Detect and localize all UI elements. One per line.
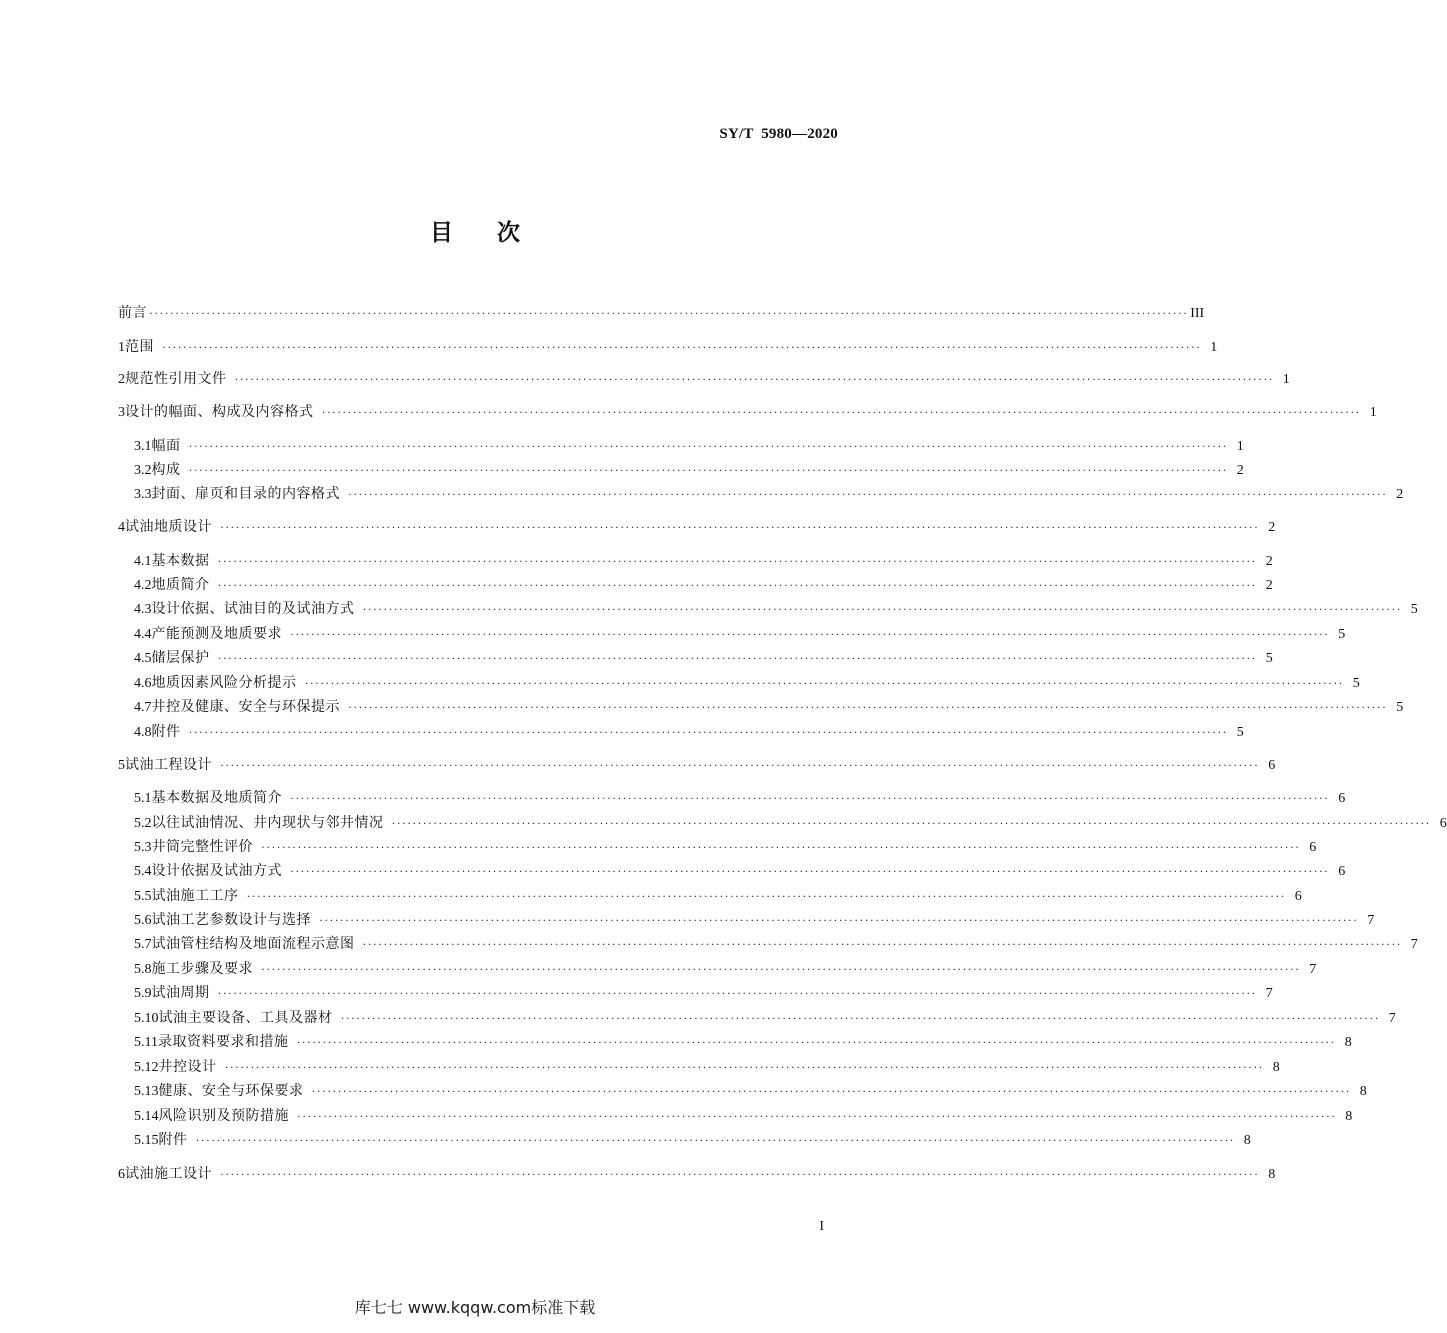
toc-entry[interactable] (118, 959, 1317, 979)
toc-entry-label: 试油施工设计 (125, 1166, 212, 1182)
toc-entry-page: 5 (1338, 627, 1346, 642)
toc-dot-leader: ········································································································································································································ (304, 676, 1344, 690)
toc-entry[interactable] (118, 1164, 1276, 1184)
toc-entry-page: 1 (1236, 439, 1244, 454)
toc-entry[interactable] (118, 861, 1346, 881)
toc-entry[interactable] (118, 648, 1273, 668)
toc-entry[interactable] (118, 484, 1404, 504)
toc-entry-page: 1 (1210, 340, 1218, 355)
toc-entry[interactable] (118, 436, 1244, 456)
watermark-text: 库七七 www.kqqw.com标准下载 (354, 1298, 596, 1317)
toc-entry-page: 6 (1439, 816, 1447, 831)
toc-entry-label: 范围 (125, 339, 154, 355)
toc-entry[interactable] (118, 910, 1375, 930)
toc-entry-page: 6 (1294, 889, 1302, 904)
toc-entry-page: 6 (1338, 864, 1346, 879)
toc-entry-number: 1 (118, 340, 125, 355)
toc-entry[interactable] (118, 1130, 1251, 1150)
toc-entry[interactable] (118, 1081, 1367, 1101)
toc-dot-leader: ········································································································································································································ (188, 725, 1228, 739)
standard-number: SY/T 5980—2020 (719, 126, 838, 142)
toc-entry-number: 5.12 (134, 1060, 159, 1075)
toc-entry-page: 7 (1367, 913, 1375, 928)
toc-entry-number: 5.5 (134, 889, 152, 904)
toc-dot-leader: ········································································································································································································ (234, 372, 1274, 386)
toc-entry-page: 7 (1309, 962, 1317, 977)
toc-dot-leader: ········································································································································································································ (319, 913, 1359, 927)
toc-entry-label: 基本数据及地质简介 (151, 790, 282, 806)
toc-entry-number: 5.15 (134, 1133, 159, 1148)
toc-entry-label: 附件 (158, 1132, 188, 1148)
toc-dot-leader: ········································································································································································································ (217, 986, 1257, 1000)
toc-entry[interactable] (118, 697, 1404, 717)
toc-entry-number: 4.7 (134, 700, 152, 715)
toc-entry-page: 1 (1282, 372, 1290, 387)
toc-entry[interactable] (118, 673, 1360, 693)
toc-entry-label: 风险识别及预防措施 (158, 1108, 289, 1124)
toc-entry-number: 5.3 (134, 840, 152, 855)
toc-dot-leader: ········································································································································································································ (261, 962, 1301, 976)
toc-entry-label: 录取资料要求和措施 (157, 1034, 289, 1050)
toc-entry[interactable] (118, 983, 1273, 1003)
toc-entry[interactable] (118, 460, 1244, 480)
toc-entry-page: 8 (1345, 1109, 1353, 1124)
toc-entry-number: 5.8 (134, 962, 152, 977)
page-title: 目次 (430, 220, 564, 246)
toc-entry-number: 3.1 (134, 439, 152, 454)
toc-entry-label: 设计依据、试油目的及试油方式 (151, 601, 355, 617)
toc-entry-page: 2 (1236, 463, 1244, 478)
toc-entry-number: 3.2 (134, 463, 152, 478)
toc-entry[interactable] (118, 755, 1276, 775)
toc-entry-label: 地质因素风险分析提示 (151, 675, 297, 691)
toc-entry-page: 2 (1265, 578, 1273, 593)
toc-dot-leader: ········································································································································································································ (195, 1133, 1235, 1147)
toc-entry-number: 5.1 (134, 791, 152, 806)
toc-entry-label: 试油工艺参数设计与选择 (151, 912, 311, 928)
toc-entry[interactable] (118, 599, 1418, 619)
toc-entry-number: 4.4 (134, 627, 152, 642)
toc-entry-page: 2 (1265, 554, 1273, 569)
toc-entry-number: 5.10 (134, 1011, 159, 1026)
toc-entry-label: 规范性引用文件 (125, 371, 227, 387)
page-number: I (819, 1219, 824, 1234)
toc-entry-page: 7 (1265, 986, 1273, 1001)
toc-entry[interactable] (118, 1106, 1353, 1126)
toc-dot-leader: ········································································································································································································ (296, 1035, 1336, 1049)
toc-dot-leader: ········································································································································································································ (217, 554, 1257, 568)
toc-entry-label: 试油施工工序 (151, 888, 239, 904)
toc-entry-label: 试油周期 (151, 985, 210, 1001)
toc-entry-label: 封面、扉页和目录的内容格式 (151, 486, 340, 502)
toc-entry-page: 8 (1243, 1133, 1251, 1148)
toc-entry[interactable] (118, 369, 1290, 389)
toc-entry-number: 4 (118, 520, 125, 535)
toc-entry-number: 5.2 (134, 816, 152, 831)
toc-dot-leader: ········································································································································································································ (217, 651, 1257, 665)
toc-dot-leader: ········································································································································································································ (188, 463, 1228, 477)
toc-entry-label: 井控设计 (158, 1059, 217, 1075)
toc-entry-label: 试油主要设备、工具及器材 (158, 1010, 333, 1026)
toc-entry-number: 5 (118, 758, 125, 773)
toc-entry[interactable] (118, 722, 1244, 742)
toc-entry-page: 6 (1268, 758, 1276, 773)
toc-entry-number: 5.11 (134, 1035, 158, 1050)
toc-entry-page: 7 (1410, 937, 1418, 952)
toc-dot-leader: ········································································································································································································ (340, 1011, 1380, 1025)
toc-entry-page: 6 (1338, 791, 1346, 806)
toc-entry-label: 设计的幅面、构成及内容格式 (125, 404, 314, 420)
toc-entry-number: 4.1 (134, 554, 152, 569)
toc-entry-page: 2 (1268, 520, 1276, 535)
toc-entry-page: 5 (1410, 602, 1418, 617)
toc-entry-label: 基本数据 (151, 553, 210, 569)
toc-dot-leader: ········································································································································································································ (321, 405, 1361, 419)
toc-dot-leader: ········································································································································································································ (362, 602, 1402, 616)
toc-dot-leader: ········································································································································································································ (348, 487, 1388, 501)
toc-entry-label: 施工步骤及要求 (151, 961, 253, 977)
toc-dot-leader: ········································································································································································································ (149, 306, 1189, 320)
toc-entry-page: 8 (1268, 1167, 1276, 1182)
toc-entry-number: 5.6 (134, 913, 152, 928)
toc-dot-leader: ········································································································································································································ (246, 889, 1286, 903)
toc-entry-label: 构成 (151, 462, 181, 478)
toc-dot-leader: ········································································································································································································ (162, 340, 1202, 354)
toc-entry-number: 2 (118, 372, 125, 387)
toc-entry[interactable] (118, 886, 1302, 906)
toc-entry-label: 井控及健康、安全与环保提示 (151, 699, 340, 715)
toc-entry-label: 试油工程设计 (125, 757, 212, 773)
toc-entry-number: 5.9 (134, 986, 152, 1001)
toc-entry-label: 前言 (118, 305, 147, 321)
toc-entry-label: 试油地质设计 (125, 519, 212, 535)
toc-entry[interactable] (118, 1008, 1396, 1028)
toc-entry[interactable] (118, 1057, 1280, 1077)
toc-dot-leader: ········································································································································································································ (224, 1060, 1264, 1074)
toc-entry-page: 5 (1396, 700, 1404, 715)
toc-entry[interactable] (118, 575, 1273, 595)
toc-entry-number: 5.4 (134, 864, 152, 879)
toc-entry-number: 3 (118, 405, 125, 420)
toc-dot-leader: ········································································································································································································ (290, 864, 1330, 878)
toc-entry[interactable] (118, 934, 1418, 954)
toc-entry-label: 设计依据及试油方式 (151, 863, 282, 879)
toc-entry-label: 产能预测及地质要求 (151, 626, 282, 642)
toc-entry-label: 储层保护 (151, 650, 210, 666)
toc-dot-leader: ········································································································································································································ (217, 578, 1257, 592)
toc-dot-leader: ········································································································································································································ (348, 700, 1388, 714)
toc-entry-page: 8 (1359, 1084, 1367, 1099)
toc-entry[interactable] (118, 813, 1447, 833)
toc-dot-leader: ········································································································································································································ (188, 439, 1228, 453)
toc-dot-leader: ········································································································································································································ (220, 520, 1260, 534)
toc-entry-number: 5.14 (134, 1109, 159, 1124)
toc-entry-label: 以往试油情况、井内现状与邻井情况 (151, 815, 384, 831)
toc-entry[interactable] (118, 303, 1205, 323)
toc-entry-number: 6 (118, 1167, 125, 1182)
toc-entry[interactable] (118, 337, 1218, 357)
toc-entry[interactable] (118, 517, 1276, 537)
toc-entry-page: 5 (1265, 651, 1273, 666)
toc-entry-number: 4.2 (134, 578, 152, 593)
toc-dot-leader: ········································································································································································································ (297, 1109, 1337, 1123)
toc-entry-number: 5.13 (134, 1084, 159, 1099)
toc-entry[interactable] (118, 788, 1346, 808)
toc-entry[interactable] (118, 551, 1273, 571)
toc-entry-number: 4.3 (134, 602, 152, 617)
toc-dot-leader: ········································································································································································································ (261, 840, 1301, 854)
toc-entry-number: 4.5 (134, 651, 152, 666)
toc-entry-label: 幅面 (151, 438, 181, 454)
toc-dot-leader: ········································································································································································································ (290, 627, 1330, 641)
toc-entry-page: 5 (1352, 676, 1360, 691)
toc-entry-page: 2 (1396, 487, 1404, 502)
toc-dot-leader: ········································································································································································································ (220, 1167, 1260, 1181)
toc-entry-page: 5 (1236, 725, 1244, 740)
toc-entry-page: 7 (1388, 1011, 1396, 1026)
toc-entry-page: 8 (1272, 1060, 1280, 1075)
toc-entry-page: 8 (1344, 1035, 1352, 1050)
toc-entry-number: 4.8 (134, 725, 152, 740)
toc-entry[interactable] (118, 837, 1317, 857)
toc-entry[interactable] (118, 1032, 1352, 1052)
toc-entry-page: 1 (1369, 405, 1377, 420)
toc-entry-page: III (1190, 306, 1205, 321)
toc-entry-number: 3.3 (134, 487, 152, 502)
toc-entry-label: 井筒完整性评价 (151, 839, 253, 855)
toc-dot-leader: ········································································································································································································ (220, 758, 1260, 772)
toc-entry[interactable] (118, 624, 1346, 644)
toc-entry-number: 5.7 (134, 937, 152, 952)
toc-entry-label: 地质简介 (151, 577, 210, 593)
toc-entry-number: 4.6 (134, 676, 152, 691)
toc-dot-leader: ········································································································································································································ (311, 1084, 1351, 1098)
toc-dot-leader: ········································································································································································································ (362, 937, 1402, 951)
toc-entry-label: 附件 (151, 724, 181, 740)
toc-entry-page: 6 (1309, 840, 1317, 855)
toc-dot-leader: ········································································································································································································ (391, 816, 1431, 830)
toc-dot-leader: ········································································································································································································ (290, 791, 1330, 805)
toc-entry-label: 试油管柱结构及地面流程示意图 (151, 936, 355, 952)
toc-entry[interactable] (118, 402, 1377, 422)
toc-entry-label: 健康、安全与环保要求 (158, 1083, 304, 1099)
